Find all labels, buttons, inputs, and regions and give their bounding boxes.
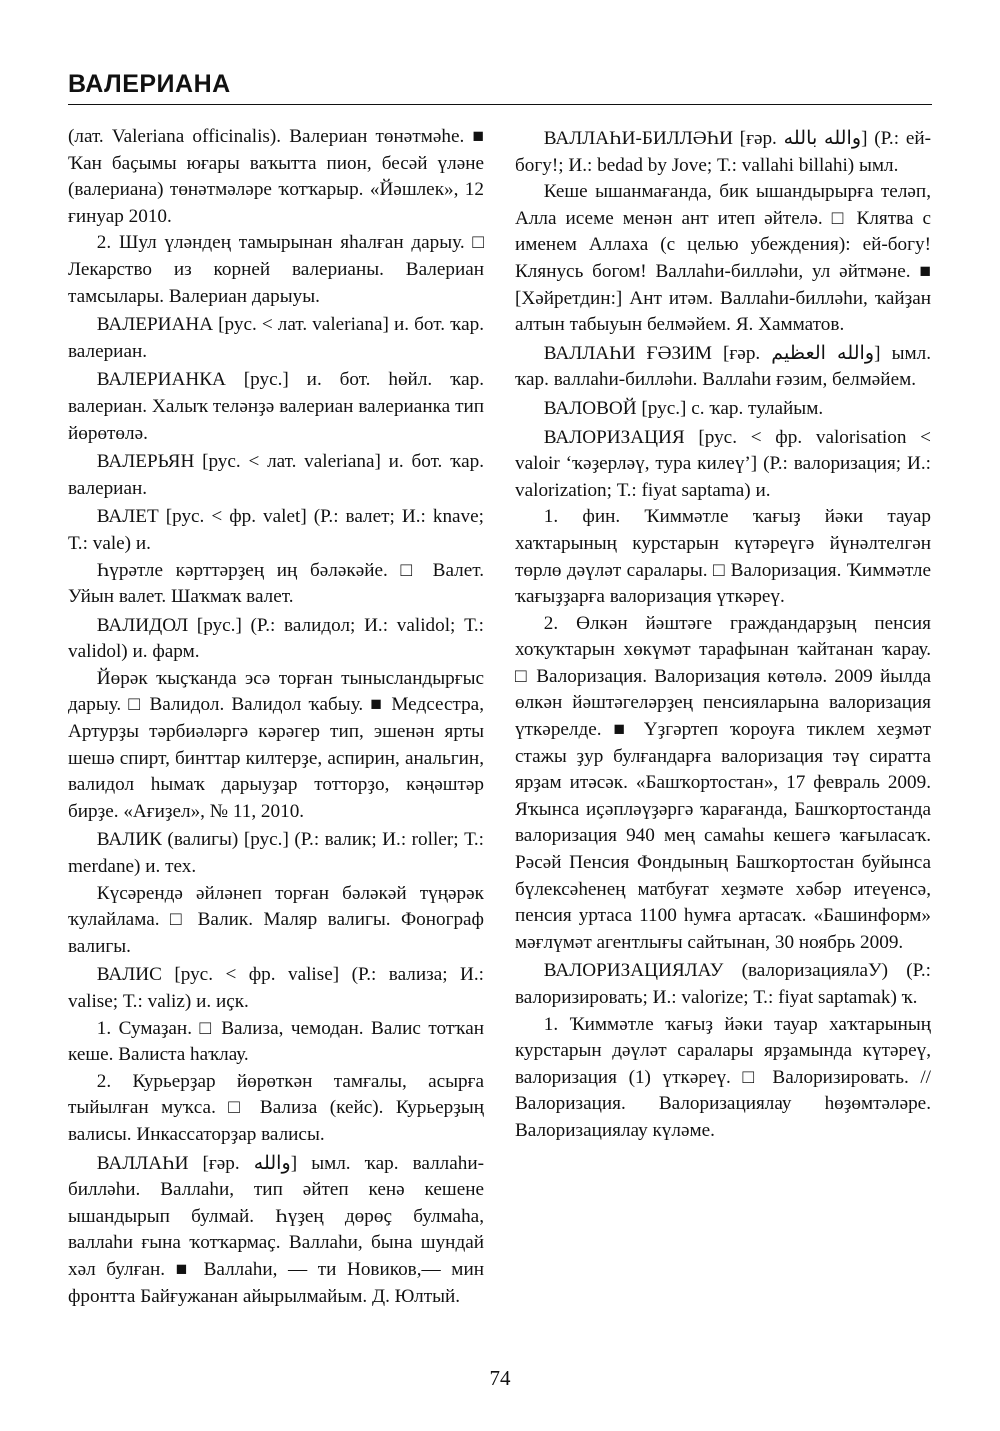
page-number: 74	[489, 1366, 511, 1390]
dictionary-entry: ВАЛЛАҺИ-БИЛЛӘҺИ [ғәр. والله بالله] (Р.: ей-богу!; И.: bedad by Jove; Т.: vallahi billahi) ымл.	[515, 128, 931, 176]
dictionary-entry: ВАЛЕРЬЯН [рус. < лат. valeriana] и. бот. ҡар. валериан.	[68, 451, 484, 499]
entry-paragraph: 2. Шул үләндең тамырынан яһалған дарыу. □ Лекарство из корней валерианы. Валериан тамсылары. Валериан дарыуы.	[68, 232, 484, 307]
dictionary-entry: ВАЛЕТ [рус. < фр. valet] (Р.: валет; И.: knave; Т.: vale) и.	[68, 506, 484, 554]
entry-paragraph: 2. Курьерҙар йөрөткән тамғалы, асырға тыйылған муҡса. □ Вализа (кейс). Курьерҙың валисы. Инкассаторҙар валисы.	[68, 1070, 484, 1145]
dictionary-entry: ВАЛИС [рус. < фр. valise] (Р.: вализа; И.: valise; Т.: valiz) и. иҫк.	[68, 964, 484, 1012]
entry-paragraph: 1. фин. Ҡиммәтле ҡағыҙ йәки тауар хаҡтарының курстарын күтәреүгә йүнәлтелгән төрлө дәүләт саралары. □ Валоризация. Ҡиммәтле ҡағыҙҙарға валоризация үткәреү.	[515, 506, 931, 608]
entry-paragraph: Күсәрендә әйләнеп торған бәләкәй түңәрәк ҡулайлама. □ Валик. Маляр валигы. Фонограф валигы.	[68, 882, 484, 957]
dictionary-entry: ВАЛОРИЗАЦИЯЛАУ (валоризациялаУ) (Р.: валоризировать; И.: valorize; Т.: fiyat saptamak) ҡ.	[515, 960, 931, 1008]
dictionary-entry: ВАЛЕРИАНА [рус. < лат. valeriana] и. бот. ҡар. валериан.	[68, 314, 484, 362]
entry-paragraph: Йөрәк ҡыҫҡанда эсә торған тынысландырғыс дарыу. □ Валидол. Валидол ҡабыу. ■ Медсестра, Артурҙы тәрбиәләргә кәрәгер тип, эшенән ярты шешә спирт, бинттар килтерҙе, аспирин, анальгин, валидол һымаҡ дарыуҙар тотторҙо, кәңәштәр бирҙе. «Ағиҙел», № 11, 2010.	[68, 667, 484, 822]
entry-paragraph: Һүрәтле кәрттәрҙең иң бәләкәйе. □ Валет. Уйын валет. Шаҡмаҡ валет.	[68, 559, 484, 608]
entry-paragraph: (лат. Valeriana officinalis). Валериан төнәтмәһе. ■ Ҡан баҫымы юғары ваҡытта пион, бесәй үләне (валериана) төнәтмәләре ҡотҡарыр. «Йәшлек», 12 ғинуар 2010.	[68, 126, 484, 227]
dictionary-entry: ВАЛЛАҺИ [ғәр. والله] ымл. ҡар. валлаһи-билләһи. Валлаһи, тип әйтеп кенә кешене ышандырып булмай. Һүҙең дөрөҫ булмаһа, валлаһи ғына ҡотҡармаҫ. Валлаһи, бына шундай хәл булған. ■ Валлаһи, — ти Новиков,— мин фронтта Байғужанан айырылмайым. Д. Юлтый.	[68, 1152, 484, 1307]
running-head: ВАЛЕРИАНА	[68, 70, 231, 98]
dictionary-entry: ВАЛОРИЗАЦИЯ [рус. < фр. valorisation < valoir ‘ҡәҙерләү, тура килеү’] (Р.: валоризация; И.: valorization; Т.: fiyat saptama) и.	[515, 426, 931, 501]
dictionary-entry: ВАЛИК (валигы) [рус.] (Р.: валик; И.: roller; Т.: merdane) и. тех.	[68, 829, 484, 878]
entry-paragraph: 1. Сумаҙан. □ Вализа, чемодан. Валис тотҡан кеше. Валиста һаҡлау.	[68, 1017, 484, 1066]
right-column	[515, 124, 931, 1145]
entry-paragraph: 1. Ҡиммәтле ҡағыҙ йәки тауар хаҡтарының курстарын дәүләт саралары ярҙамында күтәреү, валоризация (1) үткәреү. □ Валоризировать. // Валоризация. Валоризациялау һөҙөмтәләре. Валоризациялау күләме.	[515, 1013, 931, 1141]
left-column	[68, 124, 484, 1310]
dictionary-entry: ВАЛОВОЙ [рус.] с. ҡар. тулайым.	[543, 397, 824, 419]
dictionary-entry: ВАЛЕРИАНКА [рус.] и. бот. һөйл. ҡар. валериан. Халыҡ теләнҙә валериан валерианка тип йөрөтөлә.	[68, 369, 484, 444]
header-rule	[68, 104, 932, 105]
dictionary-entry: ВАЛЛАҺИ ҒӘЗИМ [ғәр. والله العظيم] ымл. ҡар. валлаһи-билләһи. Валлаһи ғәзим, белмәйем.	[515, 342, 931, 391]
dictionary-entry: ВАЛИДОЛ [рус.] (Р.: валидол; И.: validol; Т.: validol) и. фарм.	[68, 614, 484, 663]
entry-paragraph: 2. Өлкән йәштәге граждандарҙың пенсия хоҡуҡтарын хөкүмәт тарафынан ҡайтанан ҡарау. □ Валоризация. Валоризация көтөлә. 2009 йылда өлкән йәштәгеләрҙең пенсияларына валоризация үткәрелде. ■ Үҙгәртеп ҡороуға тиклем хеҙмәт стажы ҙур булғандарға валоризация тәү сиратта ярҙам итәсәк. «Башҡортостан», 17 февраль 2009. Яҡынса иҫәпләүҙәргә ҡарағанда, Башҡортостанда валоризация 940 мең самаһы кешегә ҡағыласаҡ. Рәсәй Пенсия Фондының Башҡортостан буйынса бүлексәһенең матбуғат хеҙмәте хәбәр итеүенсә, пенсия уртаса 1100 һумға артасаҡ. «Башинформ» мәғлүмәт агентлығы сайтынан, 30 ноябрь 2009.	[515, 612, 931, 953]
entry-paragraph: Кеше ышанмағанда, бик ышандырырға теләп, Алла исеме менән ант итеп әйтелә. □ Клятва с именем Аллаха (с целью убеждения): ей-богу! Клянусь богом! Валлаһи-билләһи, ул әйтмәне. ■ [Хәйретдин:] Ант итәм. Валлаһи-билләһи, ҡайҙан алтын табыуын белмәйем. Я. Хамматов.	[515, 181, 931, 336]
